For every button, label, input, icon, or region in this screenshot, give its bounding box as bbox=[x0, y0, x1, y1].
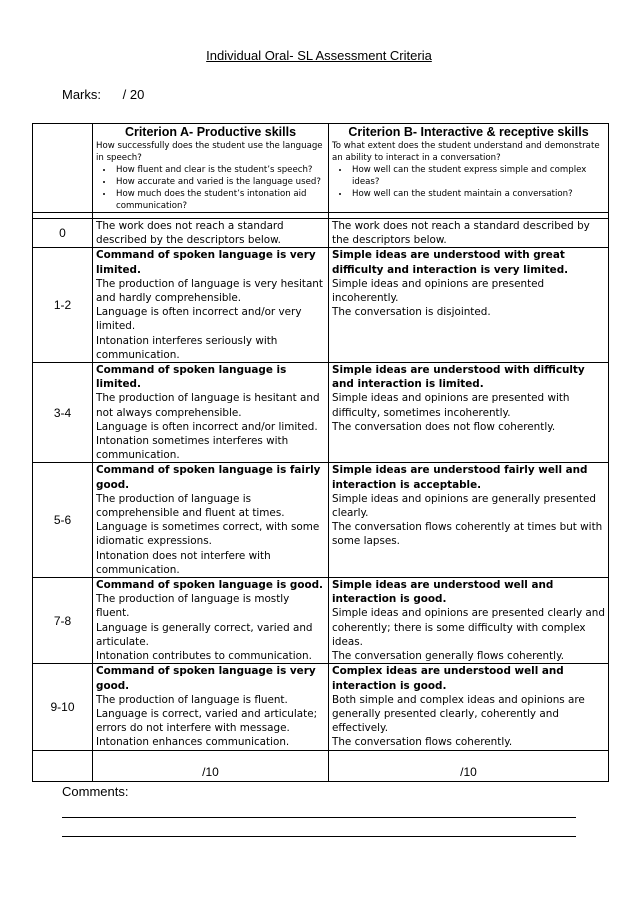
criterion-b-descriptor bbox=[329, 578, 609, 664]
criterion-a-descriptor-body: The production of language is very hesitant and hardly comprehensible. Language is often incorrect and/or very limited. Intonation interferes seriously with communication. bbox=[96, 277, 323, 361]
criterion-a-descriptor bbox=[93, 578, 329, 664]
band-label: 9-10 bbox=[33, 664, 93, 750]
criterion-b-descriptor-text bbox=[332, 463, 605, 548]
criterion-a-descriptor-text bbox=[96, 363, 325, 462]
criterion-a-title: Criterion A- Productive skills bbox=[124, 125, 297, 139]
criterion-a-descriptor-text bbox=[96, 463, 325, 577]
criterion-a-descriptor-heading: Command of spoken language is very good. bbox=[96, 665, 316, 692]
criterion-b-descriptor bbox=[329, 363, 609, 463]
band-row bbox=[33, 248, 609, 363]
criterion-b-descriptor bbox=[329, 248, 609, 363]
criterion-b-descriptor-body: The work does not reach a standard described by the descriptors below. bbox=[332, 220, 590, 247]
criterion-b-descriptor-body: Simple ideas and opinions are generally presented clearly. The conversation flows coherently at times but with some lapses. bbox=[332, 492, 603, 548]
criterion-b-descriptor-heading: Complex ideas are understood well and interaction is good. bbox=[332, 665, 564, 692]
band-row bbox=[33, 664, 609, 750]
criterion-b-total: /10 bbox=[329, 750, 609, 781]
criterion-a-bullets bbox=[96, 164, 325, 212]
criterion-b-descriptor-body: Simple ideas and opinions are presented clearly and coherently; there is some difficulty with complex ideas. The conversation generally flows coherently. bbox=[332, 607, 605, 663]
criterion-b-bullets bbox=[332, 164, 605, 200]
criterion-b-bullet: • How well can the student express simple and complex ideas? bbox=[350, 164, 605, 188]
criterion-b-descriptor-heading: Simple ideas are understood with great difficulty and interaction is very limited. bbox=[332, 249, 569, 276]
band-row bbox=[33, 578, 609, 664]
band-label: 3-4 bbox=[33, 363, 93, 463]
criterion-a-descriptor-heading: Command of spoken language is good. bbox=[96, 579, 323, 592]
marks-out-of: / 20 bbox=[122, 87, 145, 102]
criterion-a-descriptor-body: The production of language is mostly fluent. Language is generally correct, varied and articulate. Intonation contributes to communication. bbox=[96, 593, 313, 663]
criterion-b-descriptor-text bbox=[332, 248, 605, 319]
criterion-b-descriptor-text bbox=[332, 578, 605, 663]
criterion-b-descriptor-body: Both simple and complex ideas and opinions are generally presented clearly, coherently and effectively. The conversation flows coherently. bbox=[332, 693, 585, 749]
criterion-a-bullet: • How much does the student’s intonation aid communication? bbox=[114, 188, 325, 212]
band-row bbox=[33, 463, 609, 578]
criterion-b-descriptor bbox=[329, 219, 609, 248]
criterion-a-descriptor bbox=[93, 463, 329, 578]
comment-line bbox=[62, 836, 576, 837]
criterion-a-descriptor bbox=[93, 664, 329, 750]
criterion-b-descriptor bbox=[329, 463, 609, 578]
band-row bbox=[33, 219, 609, 248]
criterion-a-descriptor-text bbox=[96, 248, 325, 362]
criterion-b-bullet: • How well can the student maintain a conversation? bbox=[350, 188, 605, 200]
criterion-a-descriptor-text bbox=[96, 219, 325, 247]
criterion-b-descriptor-heading: Simple ideas are understood well and interaction is good. bbox=[332, 579, 554, 606]
marks-label: Marks: bbox=[62, 87, 101, 102]
criterion-a-descriptor-text bbox=[96, 578, 325, 663]
criterion-a-header bbox=[93, 124, 329, 213]
header-row bbox=[33, 124, 609, 213]
criterion-a-descriptor-body: The production of language is hesitant and not always comprehensible. Language is often incorrect and/or limited. Intonation sometimes interferes with communication. bbox=[96, 392, 320, 462]
criterion-a-descriptor bbox=[93, 219, 329, 248]
band-label: 5-6 bbox=[33, 463, 93, 578]
criterion-b-descriptor-text bbox=[332, 664, 605, 749]
comments-label: Comments: bbox=[62, 784, 129, 799]
criterion-b-descriptor-body: Simple ideas and opinions are presented with difficulty, sometimes incoherently. The conversation does not flow coherently. bbox=[332, 392, 570, 433]
comment-line bbox=[62, 817, 576, 818]
criterion-a-descriptor bbox=[93, 248, 329, 363]
criterion-a-descriptor-body: The production of language is comprehensible and fluent at times. Language is sometimes correct, with some idiomatic expressions. Intonation does not interfere with communication. bbox=[96, 492, 320, 576]
criterion-b-descriptor-heading: Simple ideas are understood fairly well and interaction is acceptable. bbox=[332, 464, 588, 491]
total-empty-cell bbox=[33, 750, 93, 781]
criterion-b-descriptor-text bbox=[332, 363, 605, 434]
criterion-a-descriptor-body: The production of language is fluent. Language is correct, varied and articulate; errors do not interfere with message. Intonation enhances communication. bbox=[96, 693, 318, 749]
band-label: 7-8 bbox=[33, 578, 93, 664]
criterion-b-descriptor-heading: Simple ideas are understood with difficulty and interaction is limited. bbox=[332, 364, 585, 391]
criterion-a-descriptor bbox=[93, 363, 329, 463]
marks-line bbox=[62, 87, 144, 102]
header-empty-cell bbox=[33, 124, 93, 213]
criterion-b-descriptor bbox=[329, 664, 609, 750]
assessment-table bbox=[32, 123, 609, 782]
criterion-b-title: Criterion B- Interactive & receptive skills bbox=[348, 125, 589, 139]
criterion-a-total: /10 bbox=[93, 750, 329, 781]
band-label: 0 bbox=[33, 219, 93, 248]
criterion-b-descriptor-body: Simple ideas and opinions are presented incoherently. The conversation is disjointed. bbox=[332, 277, 545, 319]
criterion-a-descriptor-body: The work does not reach a standard described by the descriptors below. bbox=[96, 220, 284, 247]
criterion-a-question: How successfully does the student use the language in speech? bbox=[96, 141, 323, 163]
criterion-a-descriptor-heading: Command of spoken language is limited. bbox=[96, 364, 287, 391]
criterion-a-descriptor-heading: Command of spoken language is fairly good. bbox=[96, 464, 321, 491]
criterion-b-descriptor-text bbox=[332, 219, 605, 247]
criterion-b-header bbox=[329, 124, 609, 213]
criterion-a-bullet: • How accurate and varied is the language used? bbox=[114, 176, 325, 188]
criterion-b-question: To what extent does the student understand and demonstrate an ability to interact in a conversation? bbox=[332, 141, 600, 163]
criterion-a-descriptor-heading: Command of spoken language is very limited. bbox=[96, 249, 316, 276]
criterion-a-descriptor-text bbox=[96, 664, 325, 749]
band-row bbox=[33, 363, 609, 463]
page-title: Individual Oral- SL Assessment Criteria bbox=[206, 48, 432, 63]
criterion-a-bullet: • How fluent and clear is the student’s speech? bbox=[114, 164, 325, 176]
total-row bbox=[33, 750, 609, 781]
band-label: 1-2 bbox=[33, 248, 93, 363]
